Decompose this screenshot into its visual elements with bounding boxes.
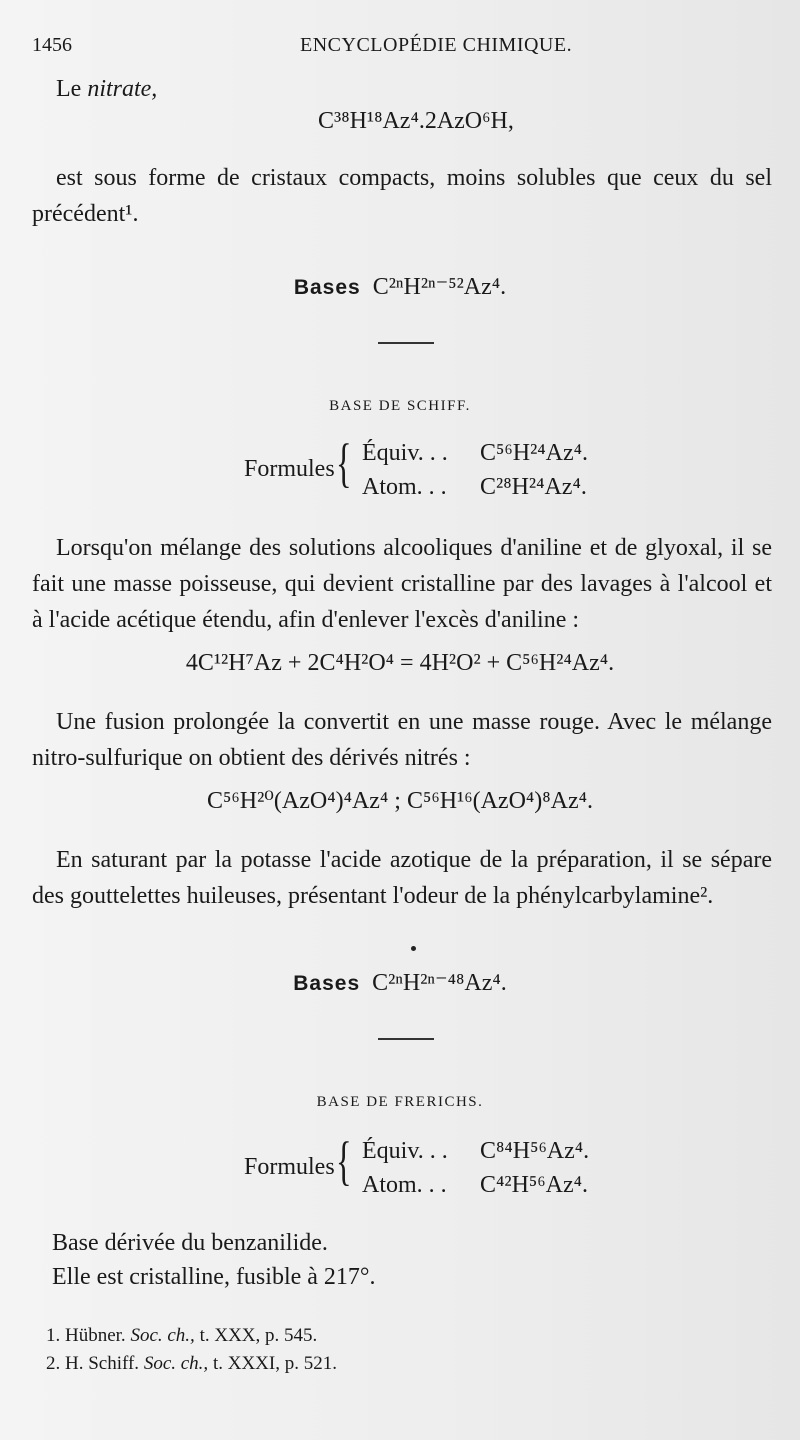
section2-atom-label: Atom. . . [362,1172,447,1198]
footnote-1 [46,1322,317,1350]
section2-equiv-formula: C⁸⁴H⁵⁶Az⁴. [480,1138,590,1164]
section2-heading-bold: Bases [293,972,361,995]
ornament-dot [411,946,416,951]
section2-heading-formula: C²ⁿH²ⁿ⁻⁴⁸Az⁴. [372,970,507,996]
section1-equation: 4C¹²H⁷Az + 2C⁴H²O⁴ = 4H²O² + C⁵⁶H²⁴Az⁴. [185,650,615,676]
section1-divider [378,342,434,344]
running-title: ENCYCLOPÉDIE CHIMIQUE. [300,34,573,56]
section1-paragraph-2: Une fusion prolongée la convertit en une masse rouge. Avec le mélange nitro-sulfurique on obtient des dérivés nitrés : [32,709,772,771]
section1-nitro-formula: C⁵⁶H²⁰(AzO⁴)⁴Az⁴ ; C⁵⁶H¹⁶(AzO⁴)⁸Az⁴. [207,788,593,814]
footnote-2-journal: Soc. ch., [143,1353,209,1374]
footnote-2-reference: t. XXXI, p. 521. [212,1353,337,1374]
section1-brace: { [336,433,352,493]
nitrate-label [56,72,157,106]
section2-subheading: BASE DE FRERICHS. [316,1094,484,1110]
section2-line-1: Base dérivée du benzanilide. [52,1230,328,1256]
footnote-1-journal: Soc. ch., [130,1325,195,1346]
section1-paragraph-1: Lorsqu'on mélange des solutions alcooliques d'aniline et de glyoxal, il se fait une masse poisseuse, qui devient cristalline par des lavages à l'alcool et à l'acide acétique étendu, afin d'enlever l'excès d'aniline : [32,535,772,633]
nitrate-label-prefix: Le [56,76,82,102]
footnote-2-author: H. Schiff. [65,1353,140,1374]
section2-formulas-label: Formules [244,1154,335,1180]
section2-equiv-label: Équiv. . . [362,1138,448,1164]
nitrate-label-italic: nitrate, [87,76,158,102]
footnote-2-number: 2. [46,1353,61,1374]
nitrate-description: est sous forme de cristaux compacts, moins solubles que ceux du sel précédent¹. [32,165,772,227]
section1-atom-label: Atom. . . [362,474,447,500]
section1-equiv-label: Équiv. . . [362,440,448,466]
section2-line-2: Elle est cristalline, fusible à 217°. [52,1264,376,1290]
nitrate-formula: C³⁸H¹⁸Az⁴.2AzO⁶H, [318,108,514,134]
section1-formulas-label: Formules [244,456,335,482]
section1-heading-formula: C²ⁿH²ⁿ⁻⁵²Az⁴. [372,274,507,300]
section1-equiv-formula: C⁵⁶H²⁴Az⁴. [480,440,588,466]
footnote-1-number: 1. [46,1325,61,1346]
section2-heading [0,968,800,997]
section2-brace: { [336,1131,352,1191]
section2-atom-formula: C⁴²H⁵⁶Az⁴. [480,1172,588,1198]
footnote-2 [46,1350,337,1378]
section1-heading [0,272,800,301]
section1-heading-bold: Bases [293,276,361,299]
footnote-1-author: Hübner. [65,1325,126,1346]
page-number: 1456 [32,34,72,56]
section1-subheading: BASE DE SCHIFF. [329,398,471,414]
footnote-1-reference: t. XXX, p. 545. [199,1325,318,1346]
section1-atom-formula: C²⁸H²⁴Az⁴. [480,474,587,500]
section1-paragraph-3: En saturant par la potasse l'acide azotique de la préparation, il se sépare des gouttelettes huileuses, présentant l'odeur de la phénylcarbylamine². [32,847,772,909]
section2-divider [378,1038,434,1040]
